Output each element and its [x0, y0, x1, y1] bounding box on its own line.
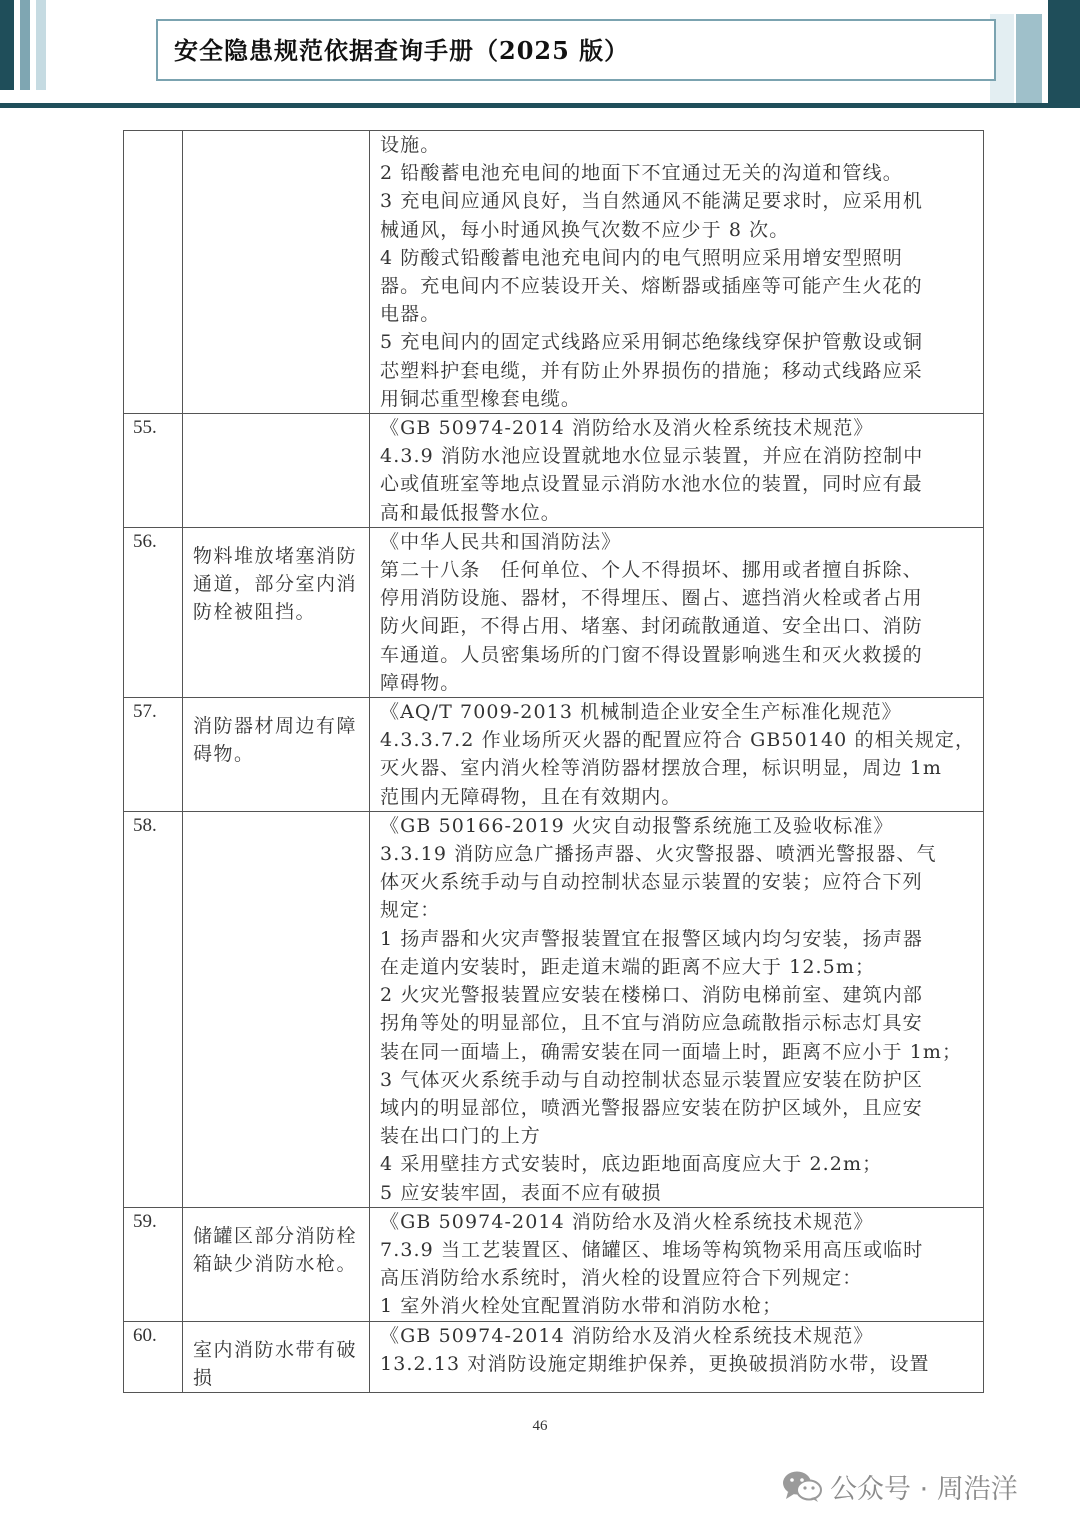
issue-text	[183, 131, 369, 145]
header-decor-bar	[36, 0, 46, 90]
row-number-cell	[124, 698, 183, 812]
basis-line: 高和最低报警水位。	[380, 501, 561, 524]
issue-cell	[183, 131, 370, 414]
basis-cell	[370, 1321, 984, 1392]
basis-line: 拐角等处的明显部位，且不宜与消防应急疏散指示标志灯具安	[380, 1012, 923, 1035]
watermark-text: 公众号 · 周浩洋	[830, 1473, 1018, 1505]
row-number-cell	[124, 131, 183, 414]
row-number-cell	[124, 414, 183, 528]
row-number: 56.	[133, 530, 157, 552]
basis-line: 装在同一面墙上，确需安装在同一面墙上时，距离不应小于 1m；	[380, 1040, 963, 1063]
hazard-table	[123, 130, 984, 1393]
row-number-cell	[124, 527, 183, 697]
table-row	[124, 527, 984, 697]
issue-text: 消防器材周边有障碍物。	[193, 715, 358, 766]
row-number: 55.	[133, 417, 157, 439]
basis-line: 心或值班室等地点设置显示消防水池水位的装置，同时应有最	[380, 473, 923, 496]
basis-line: 3 气体灭火系统手动与自动控制状态显示装置应安装在防护区	[380, 1068, 923, 1091]
basis-line: 防火间距，不得占用、堵塞、封闭疏散通道、安全出口、消防	[380, 615, 923, 638]
basis-line: 4.3.9 消防水池应设置就地水位显示装置，并应在消防控制中	[380, 445, 924, 468]
table-row	[124, 131, 984, 414]
basis-line: 域内的明显部位，喷洒光警报器应安装在防护区域外，且应安	[380, 1096, 923, 1119]
basis-cell	[370, 811, 984, 1207]
basis-cell	[370, 414, 984, 528]
basis-line: 体灭火系统手动与自动控制状态显示装置的安装；应符合下列	[380, 871, 923, 894]
document-title: 安全隐患规范依据查询手册（2025 版）	[174, 36, 630, 65]
basis-line: 13.2.13 对消防设施定期维护保养，更换破损消防水带，设置	[380, 1352, 930, 1375]
basis-line: 器。充电间内不应装设开关、熔断器或插座等可能产生火花的	[380, 275, 923, 298]
row-number-cell	[124, 1321, 183, 1392]
header-decor-bar	[0, 0, 14, 90]
header-title-box	[156, 19, 996, 81]
row-number: 57.	[133, 701, 157, 723]
basis-line: 《AQ/T 7009-2013 机械制造企业安全生产标准化规范》	[380, 701, 902, 724]
basis-line: 高压消防给水系统时，消火栓的设置应符合下列规定：	[380, 1267, 863, 1290]
basis-line: 《GB 50166-2019 火灾自动报警系统施工及验收标准》	[380, 814, 894, 837]
row-number: 58.	[133, 814, 157, 836]
basis-cell	[370, 131, 984, 414]
issue-cell	[183, 811, 370, 1207]
basis-line: 《GB 50974-2014 消防给水及消火栓系统技术规范》	[380, 1210, 874, 1233]
basis-line: 停用消防设施、器材，不得埋压、圈占、遮挡消火栓或者占用	[380, 587, 923, 610]
issue-cell	[183, 527, 370, 697]
basis-line: 2 火灾光警报装置应安装在楼梯口、消防电梯前室、建筑内部	[380, 984, 923, 1007]
basis-line: 1 室外消火栓处宜配置消防水带和消防水枪；	[380, 1295, 783, 1318]
wechat-icon	[782, 1469, 822, 1503]
basis-line: 第二十八条 任何单位、个人不得损坏、挪用或者擅自拆除、	[380, 559, 923, 582]
header-divider	[0, 103, 1080, 108]
row-number-cell	[124, 811, 183, 1207]
header-decor-bar	[1016, 14, 1042, 104]
basis-line: 设施。	[380, 134, 441, 156]
basis-line: 在走道内安装时，距走道末端的距离不应大于 12.5m；	[380, 955, 876, 978]
issue-text	[183, 812, 369, 826]
row-number: 59.	[133, 1210, 157, 1232]
table-row	[124, 414, 984, 528]
issue-cell	[183, 1321, 370, 1392]
table-row	[124, 1321, 984, 1392]
table-row	[124, 811, 984, 1207]
basis-line: 2 铅酸蓄电池充电间的地面下不宜通过无关的沟道和管线。	[380, 162, 903, 185]
basis-cell	[370, 1207, 984, 1321]
basis-line: 《GB 50974-2014 消防给水及消火栓系统技术规范》	[380, 417, 874, 440]
basis-line: 1 扬声器和火灾声警报装置宜在报警区域内均匀安装，扬声器	[380, 927, 923, 950]
issue-text	[183, 414, 369, 428]
page-number: 46	[532, 1418, 548, 1434]
basis-line: 规定：	[380, 899, 441, 922]
issue-text: 物料堆放堵塞消防通道，部分室内消防栓被阻挡。	[193, 544, 358, 624]
header-decor-bar	[1048, 0, 1080, 104]
basis-line: 4 采用壁挂方式安装时，底边距地面高度应大于 2.2m；	[380, 1153, 883, 1176]
basis-line: 芯塑料护套电缆，并有防止外界损伤的措施；移动式线路应采	[380, 359, 923, 382]
basis-line: 5 应安装牢固，表面不应有破损	[380, 1181, 662, 1204]
table-row	[124, 698, 984, 812]
basis-line: 范围内无障碍物，且在有效期内。	[380, 785, 682, 808]
basis-line: 5 充电间内的固定式线路应采用铜芯绝缘线穿保护管敷设或铜	[380, 331, 923, 354]
basis-line: 电器。	[380, 303, 441, 326]
basis-line: 3.3.19 消防应急广播扬声器、火灾警报器、喷洒光警报器、气	[380, 843, 937, 866]
basis-cell	[370, 698, 984, 812]
basis-line: 3 充电间应通风良好，当自然通风不能满足要求时，应采用机	[380, 190, 923, 213]
basis-line: 障碍物。	[380, 671, 461, 694]
basis-line: 装在出口门的上方	[380, 1125, 541, 1148]
issue-cell	[183, 414, 370, 528]
issue-text: 室内消防水带有破损	[193, 1338, 358, 1389]
row-number: 60.	[133, 1324, 157, 1346]
basis-line: 械通风，每小时通风换气次数不应少于 8 次。	[380, 218, 790, 241]
basis-line: 《中华人民共和国消防法》	[380, 530, 622, 553]
basis-line: 灭火器、室内消火栓等消防器材摆放合理，标识明显，周边 1m	[380, 757, 943, 780]
basis-line: 4 防酸式铅酸蓄电池充电间内的电气照明应采用增安型照明	[380, 246, 903, 269]
watermark	[782, 1466, 1018, 1506]
header-decor-bar	[20, 0, 30, 90]
basis-line: 4.3.3.7.2 作业场所灭火器的配置应符合 GB50140 的相关规定，	[380, 729, 976, 752]
issue-text: 储罐区部分消防栓箱缺少消防水枪。	[193, 1224, 358, 1275]
issue-cell	[183, 1207, 370, 1321]
basis-line: 用铜芯重型橡套电缆。	[380, 387, 582, 410]
basis-line: 车通道。人员密集场所的门窗不得设置影响逃生和灭火救援的	[380, 643, 923, 666]
basis-cell	[370, 527, 984, 697]
table-row	[124, 1207, 984, 1321]
row-number-cell	[124, 1207, 183, 1321]
basis-line: 7.3.9 当工艺装置区、储罐区、堆场等构筑物采用高压或临时	[380, 1238, 924, 1261]
issue-cell	[183, 698, 370, 812]
basis-line: 《GB 50974-2014 消防给水及消火栓系统技术规范》	[380, 1324, 874, 1347]
